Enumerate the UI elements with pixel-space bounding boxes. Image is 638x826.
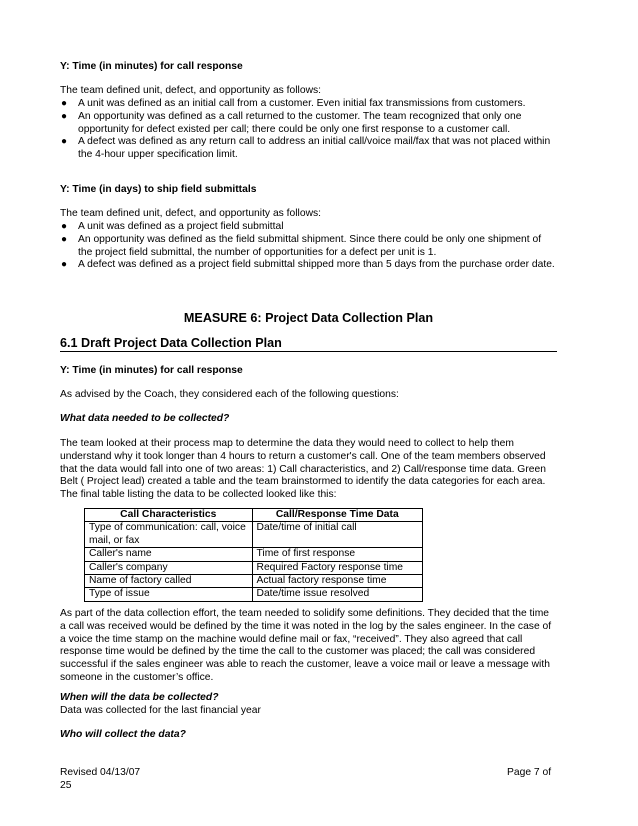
column-header-response-time: Call/Response Time Data [252, 509, 422, 522]
table-row [85, 588, 423, 601]
list-item: ● An opportunity was defined as the field submittal shipment. Since there could be only one shipment of the project field submittal, the number of opportunities for a defect per unit is 1. [61, 233, 542, 258]
intro-text: The team defined unit, defect, and opportunity as follows: [60, 85, 322, 96]
bullet-list [60, 98, 557, 162]
bullet-icon: ● [61, 221, 68, 232]
table-header-row [85, 509, 423, 522]
list-item: ● An opportunity was defined as a call returned to the customer. The team recognized that only one opportunity for defect existed per call; there could be only one first response to a customer call. [61, 110, 522, 135]
advised-text: As advised by the Coach, they considered each of the following questions: [60, 389, 399, 400]
footer-total-pages: 25 [60, 780, 72, 791]
data-collection-table [84, 508, 423, 602]
question-when-collected: When will the data be collected? [60, 692, 219, 703]
bullet-icon: ● [61, 136, 68, 148]
table-cell: Time of first response [252, 548, 422, 561]
y-heading-call-response: Y: Time (in minutes) for call response [60, 365, 243, 376]
table-cell: Date/time of initial call [252, 522, 422, 548]
list-item: ● A unit was defined as a project field submittal [61, 221, 284, 232]
intro-text: The team defined unit, defect, and opportunity as follows: [60, 208, 322, 219]
footer-revised-date: Revised 04/13/07 [60, 767, 141, 778]
list-item: ● A defect was defined as any return call to address an initial call/voice mail/fax that was not placed within the 4-hour upper specification limit. [61, 136, 551, 161]
table-cell: Type of issue [85, 588, 253, 601]
table-cell: Date/time issue resolved [252, 588, 422, 601]
bullet-icon: ● [61, 233, 68, 245]
question-what-data: What data needed to be collected? [60, 413, 230, 424]
table-row [85, 575, 423, 588]
table-cell: Caller's name [85, 548, 253, 561]
table-cell: Caller's company [85, 561, 253, 574]
answer-text: Data was collected for the last financial year [60, 705, 261, 716]
table-cell: Actual factory response time [252, 575, 422, 588]
question-who-collects: Who will collect the data? [60, 729, 186, 740]
list-item: ● A defect was defined as a project field submittal shipped more than 5 days from the purchase order date. [61, 259, 555, 271]
table-cell: Name of factory called [85, 575, 253, 588]
table-row [85, 522, 423, 548]
list-item: ● A unit was defined as an initial call from a customer. Even initial fax transmissions from customers. [61, 98, 526, 109]
paragraph: As part of the data collection effort, the team needed to solidify some definitions. They decided that the time a call was received would be defined by the time it was noted in the log by the sales engineer. In the case of a voice the time stamp on the machine would define mail or fax, “received”. They also agreed that call response time would be defined by the time the call to the customer was placed; the call was considered successful if the sales engineer was able to reach the customer, leave a voice mail or leave a message with someone in the customer’s office. [60, 608, 552, 683]
y-heading-call-response: Y: Time (in minutes) for call response [60, 61, 243, 72]
footer-page-number: Page 7 of [507, 767, 552, 778]
paragraph: The team looked at their process map to determine the data they would need to collect to help them understand why it took longer than 4 hours to return a customer's call. One of the team members observed that the data would fall into one of two areas: 1) Call characteristics, and 2) Call/response time data. Green Belt ( Project lead) created a table and the team brainstormed to identify the data categories for each area. The final table listing the data to be collected looked like this: [60, 438, 546, 501]
table-row [85, 561, 423, 574]
table-row [85, 548, 423, 561]
bullet-icon: ● [61, 259, 68, 271]
table-cell: Required Factory response time [252, 561, 422, 574]
measure-title: MEASURE 6: Project Data Collection Plan [183, 311, 434, 325]
table-cell: Type of communication: call, voice mail, or fax [85, 522, 253, 548]
section-title: 6.1 Draft Project Data Collection Plan [60, 336, 557, 352]
column-header-call-characteristics: Call Characteristics [85, 509, 253, 522]
bullet-list [60, 221, 557, 272]
bullet-icon: ● [61, 110, 68, 122]
y-heading-ship-submittals: Y: Time (in days) to ship field submittals [60, 184, 257, 195]
bullet-icon: ● [61, 98, 68, 109]
